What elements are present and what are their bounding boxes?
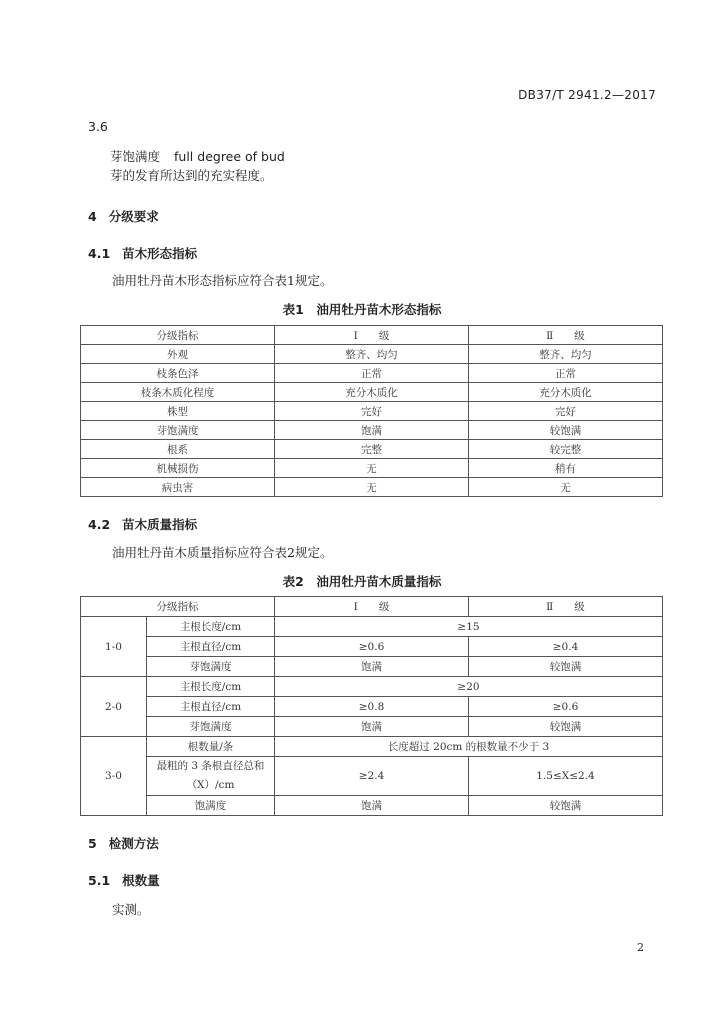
table-cell: 整齐、均匀 [275,345,469,364]
table-cell: 病虫害 [81,478,275,497]
table-cell: 株型 [81,402,275,421]
section-4-title: 分级要求 [108,209,159,224]
table-cell: 完整 [275,440,469,459]
table-cell: 枝条色泽 [81,364,275,383]
table-cell: 主根直径/cm [147,637,275,657]
section-4-1-title: 苗木形态指标 [122,246,198,261]
table2-header-cell: Ⅱ 级 [469,597,663,617]
table-cell: 根数量/条 [147,737,275,757]
section-4-1-heading [88,244,197,262]
table2-caption: 表2 油用牡丹苗木质量指标 [282,574,442,589]
table-cell: 根系 [81,440,275,459]
table-cell: 饱满 [275,421,469,440]
table1-header-cell: Ⅰ 级 [275,326,469,345]
section-4-heading [88,207,159,225]
table1-caption: 表1 油用牡丹苗木形态指标 [282,302,442,317]
table-cell: 较饱满 [469,796,663,816]
table-row [81,364,663,383]
section-4-2-title: 苗木质量指标 [122,517,198,532]
section-4-1-number: 4.1 [88,246,111,261]
section-5-1-number: 5.1 [88,873,111,888]
table-cell: ≥0.6 [469,697,663,717]
table-cell: 芽饱满度 [147,657,275,677]
table-cell-merged: ≥15 [275,617,663,637]
age-group-label: 1-0 [81,617,147,677]
term-line [110,147,285,165]
age-group-label: 3-0 [81,737,147,816]
table-row [81,459,663,478]
page-number: 2 [637,941,644,954]
table-cell: ≥0.8 [275,697,469,717]
section-5-1-title: 根数量 [122,873,160,888]
table-row [81,657,663,677]
table-row [81,402,663,421]
table-cell: 饱满 [275,796,469,816]
table-row [81,796,663,816]
table-cell: 完好 [275,402,469,421]
section-4-2-body: 油用牡丹苗木质量指标应符合表2规定。 [112,545,333,560]
table2-header-row [81,597,663,617]
table-cell: 较完整 [469,440,663,459]
section-5-title: 检测方法 [108,836,159,851]
table-cell: ≥0.6 [275,637,469,657]
table-cell: 主根长度/cm [147,677,275,697]
section-3-6-number: 3.6 [88,119,108,134]
table-cell: 饱满 [275,717,469,737]
table2 [80,596,663,816]
age-group-label: 2-0 [81,677,147,737]
term-en: full degree of bud [174,149,285,164]
table-row [81,440,663,459]
table-cell: 枝条木质化程度 [81,383,275,402]
table-row [81,345,663,364]
section-4-2-number: 4.2 [88,517,111,532]
table-cell: ≥2.4 [275,757,469,796]
table-cell: 饱满度 [147,796,275,816]
table-cell: 稍有 [469,459,663,478]
table-cell: 较饱满 [469,717,663,737]
table-cell: 机械损伤 [81,459,275,478]
term-zh: 芽饱满度 [110,149,161,164]
table-row [81,637,663,657]
table-cell: 芽饱满度 [81,421,275,440]
table-cell: 主根直径/cm [147,697,275,717]
section-4-number: 4 [88,209,97,224]
table-row [81,737,663,757]
table-cell: 充分木质化 [275,383,469,402]
table-row [81,677,663,697]
table-cell: 较饱满 [469,421,663,440]
section-5-1-heading [88,871,160,889]
table2-header-cell: 分级指标 [81,597,275,617]
table-cell: 无 [275,478,469,497]
section-4-2-heading [88,515,197,533]
section-5-1-body: 实测。 [112,902,150,917]
table-cell: 饱满 [275,657,469,677]
table1-header-row [81,326,663,345]
table-cell: 无 [469,478,663,497]
table-cell: 最粗的 3 条根直径总和（X）/cm [147,757,275,796]
table1-header-cell: Ⅱ 级 [469,326,663,345]
table-row [81,697,663,717]
table-row [81,478,663,497]
table-cell: 正常 [469,364,663,383]
section-4-1-body: 油用牡丹苗木形态指标应符合表1规定。 [112,273,333,288]
table1-header-cell: 分级指标 [81,326,275,345]
table-row [81,617,663,637]
table-cell: 正常 [275,364,469,383]
table-cell: ≥0.4 [469,637,663,657]
document-code: DB37/T 2941.2—2017 [518,88,656,102]
table-cell: 主根长度/cm [147,617,275,637]
table-row [81,383,663,402]
table-cell: 芽饱满度 [147,717,275,737]
table-cell: 较饱满 [469,657,663,677]
table-cell-merged: 长度超过 20cm 的根数量不少于 3 [275,737,663,757]
table-row [81,757,663,796]
term-definition: 芽的发育所达到的充实程度。 [110,168,273,183]
table1 [80,325,663,497]
table-cell: 外观 [81,345,275,364]
section-5-heading [88,834,159,852]
table-cell: 1.5≤X≤2.4 [469,757,663,796]
table-row [81,421,663,440]
table2-header-cell: Ⅰ 级 [275,597,469,617]
table-row [81,717,663,737]
section-5-number: 5 [88,836,97,851]
table-cell-merged: ≥20 [275,677,663,697]
table-cell: 完好 [469,402,663,421]
table-cell: 无 [275,459,469,478]
table-cell: 充分木质化 [469,383,663,402]
table-cell: 整齐、均匀 [469,345,663,364]
